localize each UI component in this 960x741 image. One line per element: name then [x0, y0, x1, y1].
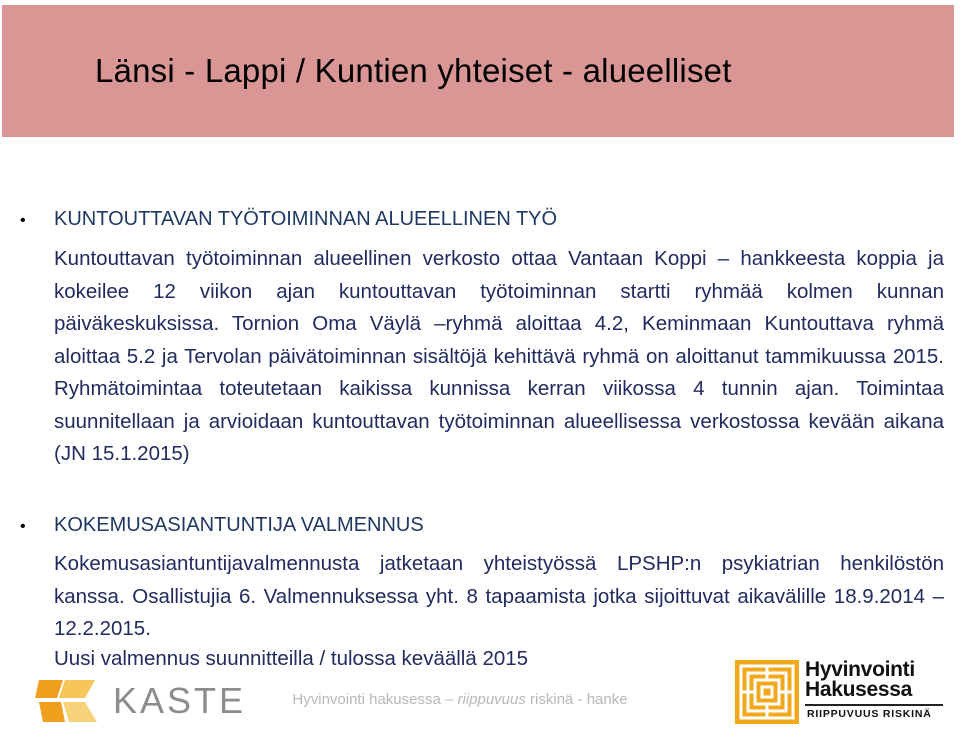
section-heading: KOKEMUSASIANTUNTIJA VALMENNUS [54, 514, 424, 536]
hyvinvointi-hakusessa-logo [735, 660, 945, 728]
section-body: Kuntouttavan työtoiminnan alueellinen verkosto ottaa Vantaan Koppi – hankkeesta koppia ja kokeilee 12 viikon ajan kuntouttavan työtoiminnan startti ryhmää kolmen kunnan päiväkeskuksissa. Tornion Oma Väylä –ryhmä aloittaa 4.2, Keminmaan Kuntouttava ryhmä aloittaa 5.2 ja Tervolan päivätoiminnan sisältöjä kehittävä ryhmä on aloittanut tammikuussa 2015. Ryhmätoimintaa toteutetaan kaikissa kunnissa kerran viikossa 4 tunnin ajan. Toimintaa suunnitellaan ja arvioidaan kuntouttavan työtoiminnan alueellisessa verkostossa kevään aikana (JN 15.1.2015) [54, 247, 944, 465]
bullet-icon: • [20, 212, 26, 229]
hh-logo-subtitle: RIIPPUVUUS RISKINÄ [807, 708, 932, 720]
footer-text-italic: riippuvuus [457, 691, 526, 708]
footer-text-prefix: Hyvinvointi hakusessa – [292, 691, 458, 708]
maze-logo-icon [735, 660, 799, 724]
hh-logo-title [805, 660, 915, 700]
kaste-logo [35, 676, 250, 726]
section-body: Kokemusasiantuntijavalmennusta jatketaan yhteistyössä LPSHP:n psykiatrian henkilöstön kanssa. Osallistujia 6. Valmennuksessa yht. 8 tapaamista jotka sijoittuvat aikavälille 18.9.2014 – 12.2.2015. [54, 552, 944, 640]
kaste-logo-text: KASTE [113, 680, 247, 721]
hh-logo-divider [805, 704, 943, 706]
footer-text-suffix: riskinä - hanke [525, 691, 628, 708]
footer-caption [290, 688, 630, 711]
bullet-icon: • [20, 518, 26, 535]
hh-logo-line1: Hyvinvointi [805, 658, 915, 681]
section-note: Uusi valmennus suunnitteilla / tulossa keväällä 2015 [54, 647, 529, 670]
section-heading: KUNTOUTTAVAN TYÖTOIMINNAN ALUEELLINEN TYÖ [54, 208, 558, 230]
slide-title: Länsi - Lappi / Kuntien yhteiset - alueelliset [95, 52, 732, 89]
hh-logo-line2: Hakusessa [805, 678, 913, 701]
